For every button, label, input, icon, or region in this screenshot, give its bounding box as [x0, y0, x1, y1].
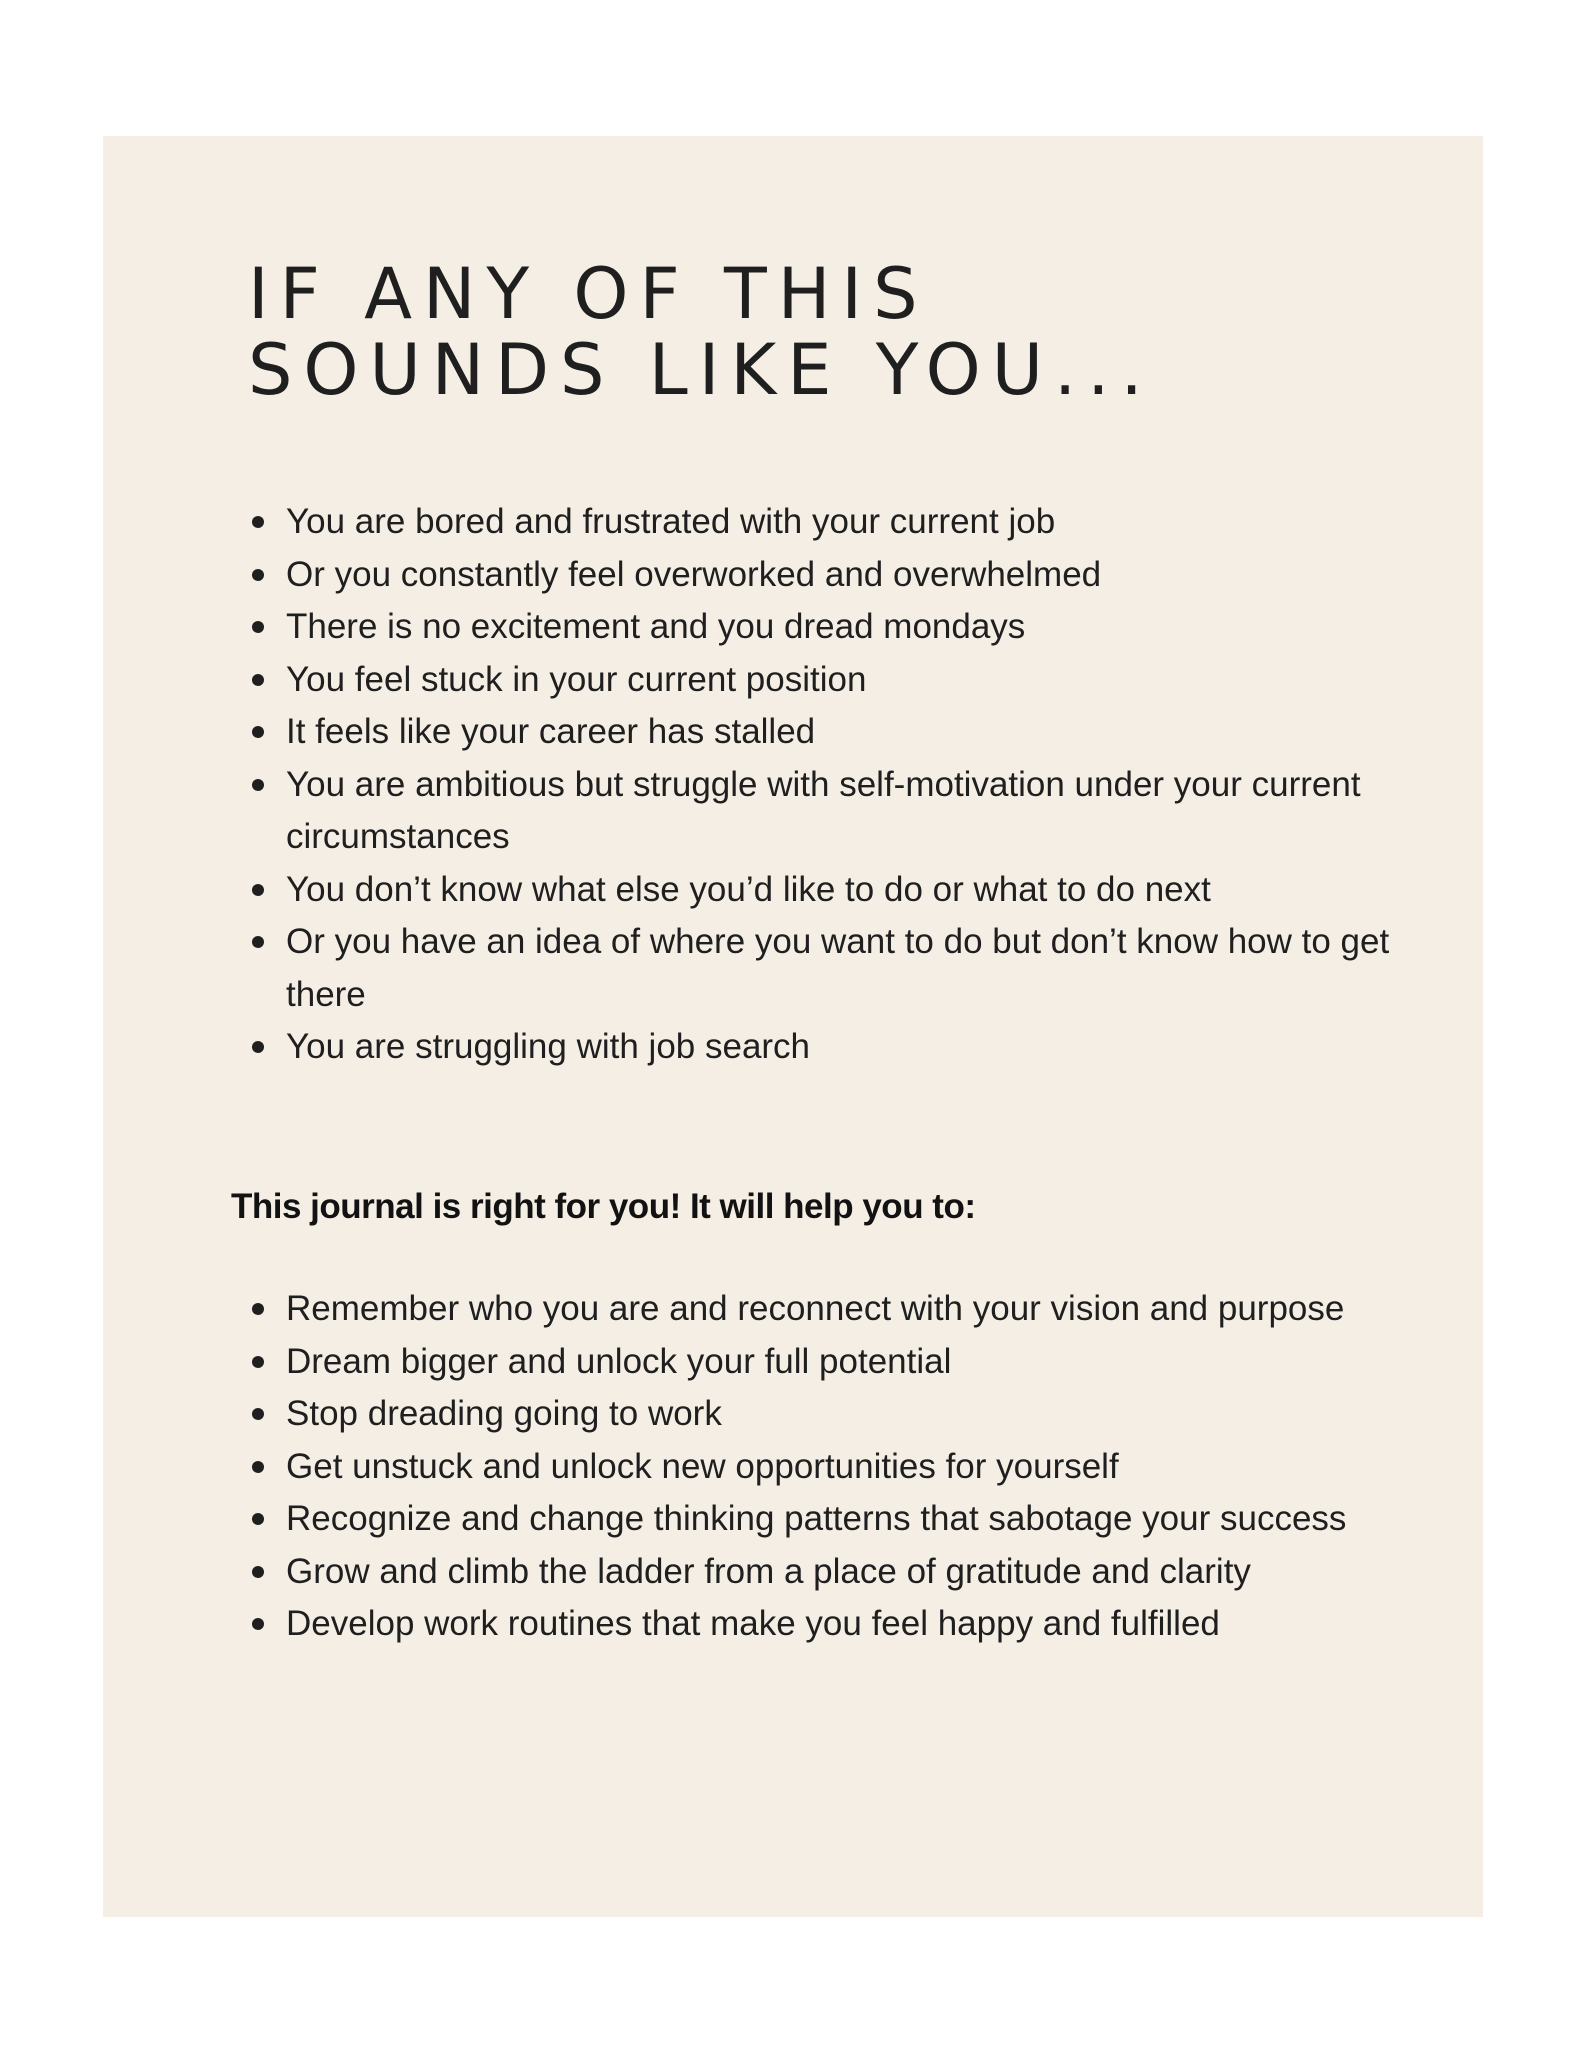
list-item: Recognize and change thinking patterns that sabotage your success: [246, 1493, 1426, 1546]
title-line-1: IF ANY OF THIS: [248, 253, 929, 335]
list-item: Stop dreading going to work: [246, 1388, 1426, 1441]
bullet-dot-icon: [252, 1566, 264, 1578]
list-item: Or you have an idea of where you want to do but don’t know how to get there: [246, 916, 1426, 1021]
bullet-dot-icon: [252, 1618, 264, 1630]
section-subheading: This journal is right for you! It will help you to:: [231, 1187, 976, 1226]
list-item: Get unstuck and unlock new opportunities for yourself: [246, 1441, 1426, 1494]
bullet-dot-icon: [252, 1041, 264, 1053]
list-item: Or you constantly feel overworked and overwhelmed: [246, 549, 1426, 602]
bullet-dot-icon: [252, 674, 264, 686]
bullet-dot-icon: [252, 1303, 264, 1315]
list-item: You don’t know what else you’d like to do or what to do next: [246, 864, 1426, 917]
bullet-dot-icon: [252, 569, 264, 581]
list-item: There is no excitement and you dread mondays: [246, 601, 1426, 654]
bullet-dot-icon: [252, 621, 264, 633]
title-line-2: SOUNDS LIKE YOU...: [248, 329, 1154, 411]
bullet-dot-icon: [252, 1408, 264, 1420]
bullet-dot-icon: [252, 884, 264, 896]
bullet-dot-icon: [252, 1513, 264, 1525]
list-item: It feels like your career has stalled: [246, 706, 1426, 759]
list-item: You feel stuck in your current position: [246, 654, 1426, 707]
list-item: Grow and climb the ladder from a place of gratitude and clarity: [246, 1546, 1426, 1599]
bullet-dot-icon: [252, 1461, 264, 1473]
page-title: [248, 253, 1154, 411]
bullet-dot-icon: [252, 936, 264, 948]
symptoms-list: [246, 496, 1426, 1074]
list-item: Develop work routines that make you feel happy and fulfilled: [246, 1598, 1426, 1651]
list-item: Remember who you are and reconnect with your vision and purpose: [246, 1283, 1426, 1336]
list-item: Dream bigger and unlock your full potential: [246, 1336, 1426, 1389]
content-panel: [103, 136, 1483, 1917]
bullet-dot-icon: [252, 1356, 264, 1368]
benefits-list: [246, 1283, 1426, 1651]
list-item: You are struggling with job search: [246, 1021, 1426, 1074]
list-item: You are ambitious but struggle with self-motivation under your current circumstances: [246, 759, 1426, 864]
bullet-dot-icon: [252, 516, 264, 528]
bullet-dot-icon: [252, 779, 264, 791]
bullet-dot-icon: [252, 726, 264, 738]
list-item: You are bored and frustrated with your current job: [246, 496, 1426, 549]
